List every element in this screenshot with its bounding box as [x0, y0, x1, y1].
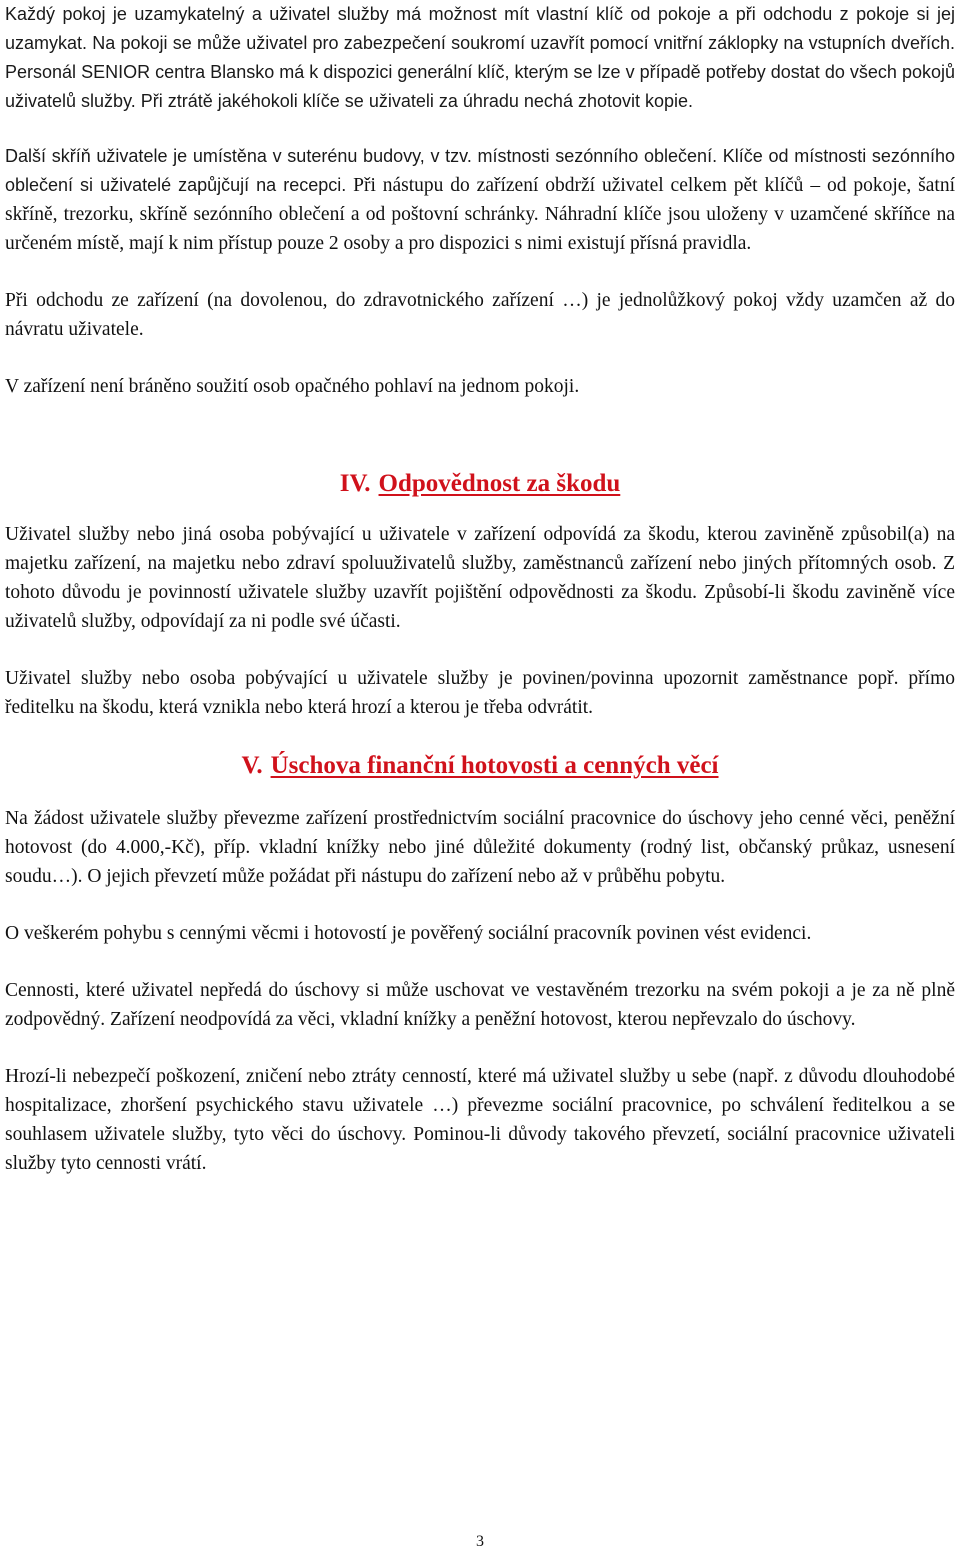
section-number: V.: [241, 752, 263, 779]
spacer: [5, 891, 955, 919]
paragraph-records: O veškerém pohybu s cennými věcmi i hotovostí je pověřený sociální pracovník povinen vést evidenci.: [5, 923, 812, 944]
section-title: Odpovědnost za škodu: [378, 470, 621, 497]
document-page: [5, 0, 955, 1553]
spacer: [5, 401, 955, 468]
section-number: IV.: [339, 470, 371, 497]
paragraph-valuables-in-room: Cennosti, které uživatel nepředá do úschovy si může uschovat ve vestavěném trezorku na svém pokoji a je za ně plně zodpovědný. Zařízení neodpovídá za věci, vkladní knížky a peněžní hotovost, kterou nepřevzalo do úschovy.: [5, 980, 955, 1030]
spacer: [5, 636, 955, 664]
section-heading-liability: [5, 468, 955, 500]
paragraph-wardrobe-sans: Další skříň uživatele je umístěna v suterénu budovy, v tzv. místnosti sezónního oblečení. Klíče od místnosti sezónního oblečení si uživatelé zapůjčují na recepci.: [5, 146, 955, 195]
paragraph-cohabitation: V zařízení není bráněno soužití osob opačného pohlaví na jednom pokoji.: [5, 376, 580, 397]
spacer: [5, 258, 955, 286]
paragraph-keys: Každý pokoj je uzamykatelný a uživatel služby má možnost mít vlastní klíč od pokoje a při odchodu z pokoje si jej uzamykat. Na pokoji se může uživatel pro zabezpečení soukromí uzavřít pomocí vnitřní záklopky na vstupních dveřích. Personál SENIOR centra Blansko má k dispozici generální klíč, kterým se lze v případě potřeby dostat do všech pokojů uživatelů služby. Při ztrátě jakéhokoli klíče se uživateli za úhradu nechá zhotovit kopie.: [5, 4, 955, 111]
spacer: [5, 116, 955, 142]
paragraph-liability: Uživatel služby nebo jiná osoba pobývající u uživatele v zařízení odpovídá za škodu, kterou zaviněně způsobil(a) na majetku zařízení, na majetku nebo zdraví spoluuživatelů služby, zaměstnanců zařízení nebo jiných přítomných osob. Z tohoto důvodu je povinností uživatele služby uzavřít pojištění odpovědnosti za škodu. Způsobí-li škodu zaviněně více uživatelů služby, odpovídají za ni podle své účasti.: [5, 524, 955, 632]
paragraph-notify-damage: Uživatel služby nebo osoba pobývající u uživatele služby je povinen/povinna upozornit zaměstnance popř. přímo ředitelku na škodu, která vznikla nebo která hrozí a kterou je třeba odvrátit.: [5, 668, 955, 718]
paragraph-risk-of-loss: Hrozí-li nebezpečí poškození, zničení nebo ztráty cenností, které má uživatel služby u sebe (např. z důvodu dlouhodobé hospitalizace, zhoršení psychického stavu uživatele …) převezme sociální pracovnice, po schválení ředitelkou a se souhlasem uživatele služby, tyto věci do úschovy. Pominou-li důvody takového převzetí, sociální pracovnice uživateli služby tyto cennosti vrátí.: [5, 1066, 955, 1174]
spacer: [5, 344, 955, 372]
section-title: Úschova finanční hotovosti a cenných věcí: [270, 752, 719, 779]
paragraph-departure: Při odchodu ze zařízení (na dovolenou, do zdravotnického zařízení …) je jednolůžkový pokoj vždy uzamčen až do návratu uživatele.: [5, 290, 955, 340]
page-number: 3: [476, 1533, 484, 1550]
spacer: [5, 722, 955, 750]
paragraph-wardrobe: [5, 142, 955, 258]
spacer: [5, 500, 955, 520]
spacer: [5, 948, 955, 976]
paragraph-wardrobe-serif: Při nástupu do zařízení obdrží uživatel celkem pět klíčů – od pokoje, šatní skříně, trezorku, skříně sezónního oblečení a od poštovní schránky. Náhradní klíče jsou uloženy v uzamčené skříňce na určeném místě, mají k nim přístup pouze 2 osoby a pro dispozici s nimi existují přísná pravidla.: [5, 175, 955, 254]
spacer: [5, 782, 955, 804]
spacer: [5, 1034, 955, 1062]
section-heading-safekeeping: [5, 750, 955, 782]
paragraph-safekeeping-request: Na žádost uživatele služby převezme zařízení prostřednictvím sociální pracovnice do úschovy jeho cenné věci, peněžní hotovost (do 4.000,-Kč), příp. vkladní knížky nebo jiné důležité dokumenty (rodný list, občanský průkaz, usnesení soudu…). O jejich převzetí může požádat při nástupu do zařízení nebo až v průběhu pobytu.: [5, 808, 955, 887]
